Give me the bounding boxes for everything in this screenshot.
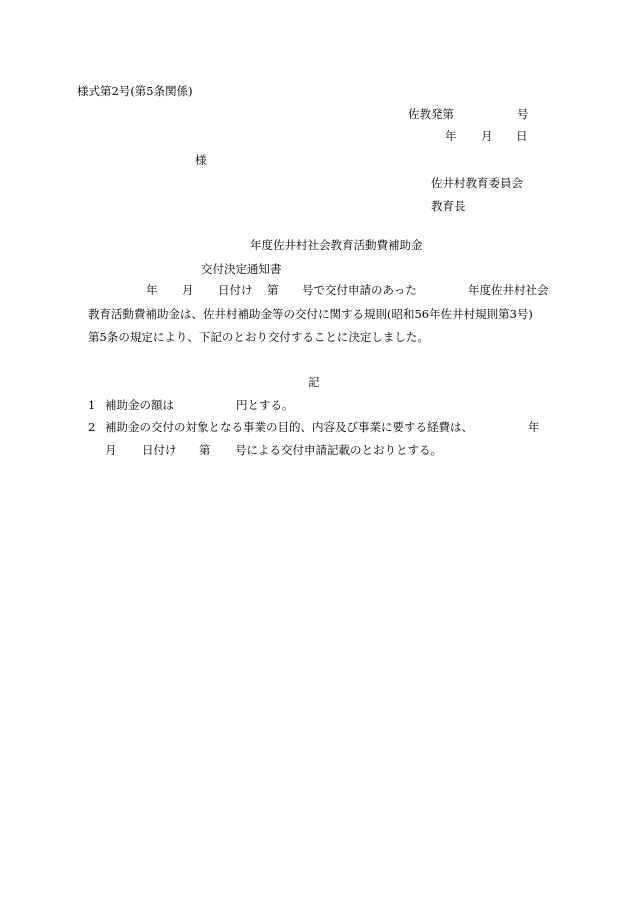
addressee-honorific: 様 bbox=[195, 153, 207, 167]
reference-number-suffix: 号 bbox=[517, 107, 529, 121]
item-1-text: 補助金の額は bbox=[105, 398, 174, 412]
item-2-month-label: 月 bbox=[105, 443, 117, 457]
body-fiscal-year-text: 年度佐井村社会 bbox=[468, 283, 549, 297]
body-paragraph-line3: 第5条の規定により、下記のとおり交付することに決定しました。 bbox=[88, 330, 429, 344]
item-2-continuation-text: 号による交付申請記載のとおりとする。 bbox=[235, 443, 442, 457]
issuer-organization: 佐井村教育委員会 bbox=[431, 176, 523, 190]
date-year-label: 年 bbox=[445, 129, 457, 143]
body-number-label: 第 bbox=[267, 283, 279, 297]
form-number-label: 様式第2号(第5条関係) bbox=[77, 84, 193, 98]
body-month-label: 月 bbox=[182, 283, 194, 297]
body-year-label: 年 bbox=[146, 283, 158, 297]
item-2-number-label: 第 bbox=[199, 443, 211, 457]
ki-heading: 記 bbox=[308, 375, 320, 389]
body-paragraph-line2: 教育活動費補助金は、佐井村補助金等の交付に関する規則(昭和56年佐井村規則第3号) bbox=[88, 307, 533, 321]
item-1-number: 1 bbox=[88, 398, 96, 412]
body-day-label: 日付け bbox=[218, 283, 253, 297]
item-2-text: 補助金の交付の対象となる事業の目的、内容及び事業に要する経費は、 bbox=[105, 420, 473, 434]
document-title-line2: 交付決定通知書 bbox=[201, 262, 282, 276]
item-2-day-label: 日付け bbox=[142, 443, 177, 457]
reference-number-prefix: 佐教発第 bbox=[408, 107, 454, 121]
item-2-number: 2 bbox=[88, 420, 96, 434]
issuer-title: 教育長 bbox=[431, 199, 466, 213]
item-1-amount-unit: 円とする。 bbox=[236, 398, 294, 412]
document-title-line1: 年度佐井村社会教育活動費補助金 bbox=[250, 238, 423, 252]
body-application-text: 号で交付申請のあった bbox=[302, 283, 417, 297]
item-2-year-label: 年 bbox=[528, 420, 540, 434]
date-day-label: 日 bbox=[516, 129, 528, 143]
date-month-label: 月 bbox=[481, 129, 493, 143]
